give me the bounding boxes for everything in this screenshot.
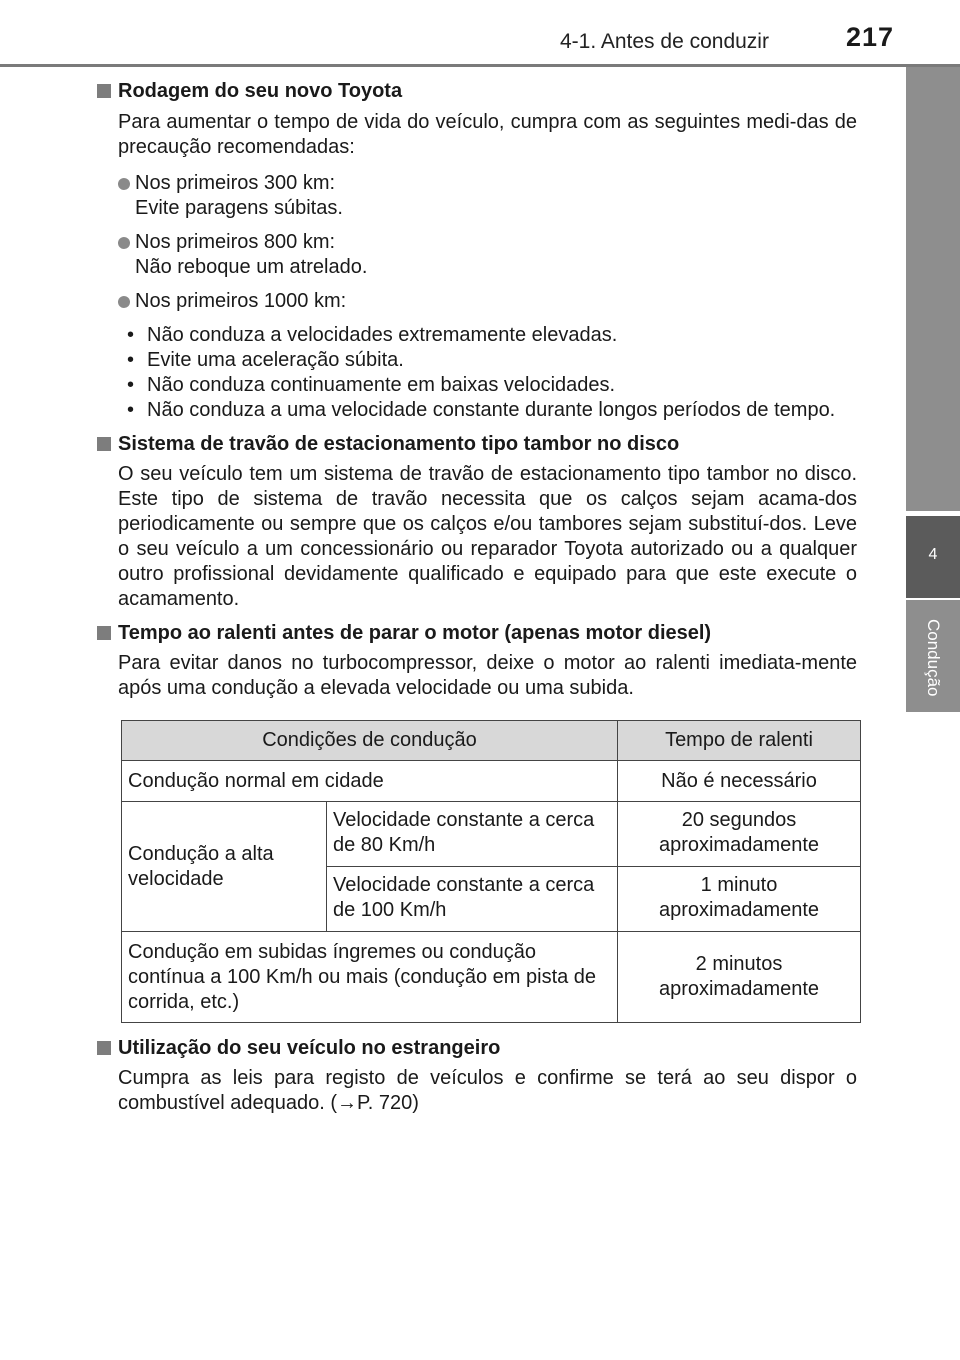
table-cell: Condução em subidas íngremes ou condução contínua a 100 Km/h ou mais (condução em pista de corrida, etc.) bbox=[122, 932, 618, 1023]
list-item-title: Nos primeiros 800 km: bbox=[135, 231, 336, 253]
idle-time-table bbox=[121, 720, 861, 1023]
square-bullet-icon bbox=[97, 84, 111, 98]
list-item bbox=[118, 230, 857, 280]
section-heading-break-in bbox=[97, 78, 857, 104]
page-number: 217 bbox=[846, 22, 895, 52]
table-row bbox=[122, 761, 861, 802]
table-header-row bbox=[122, 721, 861, 761]
section-heading-idle bbox=[97, 620, 857, 646]
section-heading-brake bbox=[97, 431, 857, 457]
section-title: Rodagem do seu novo Toyota bbox=[118, 80, 403, 102]
section-title: Tempo ao ralenti antes de parar o motor (apenas motor diesel) bbox=[118, 622, 712, 644]
chapter-label: Condução bbox=[924, 619, 943, 697]
table-cell: 2 minutos aproximadamente bbox=[618, 932, 861, 1023]
list-item-text: Evite paragens súbitas. bbox=[135, 197, 343, 219]
square-bullet-icon bbox=[97, 437, 111, 451]
table-cell: Velocidade constante a cerca de 100 Km/h bbox=[327, 867, 618, 932]
chapter-tab bbox=[906, 516, 960, 598]
table-row bbox=[122, 802, 861, 867]
column-header: Tempo de ralenti bbox=[618, 721, 861, 761]
list-item bbox=[118, 171, 857, 221]
table-cell: Condução a alta velocidade bbox=[122, 802, 327, 932]
section-text: Para aumentar o tempo de vida do veículo, cumpra com as seguintes medi-das de precaução recomendadas: bbox=[118, 111, 857, 158]
sub-list-item: • Não conduza a uma velocidade constante durante longos períodos de tempo. bbox=[127, 399, 836, 421]
section-header: 4-1. Antes de conduzir bbox=[560, 30, 769, 53]
header-rule bbox=[0, 64, 960, 67]
sub-list-text: Não conduza continuamente em baixas velocidades. bbox=[147, 374, 616, 396]
section-text: Para evitar danos no turbocompressor, deixe o motor ao ralenti imediata-mente após uma condução a elevada velocidade ou uma subida. bbox=[118, 652, 857, 699]
column-header: Condições de condução bbox=[122, 721, 618, 761]
sub-list-text: Evite uma aceleração súbita. bbox=[147, 349, 404, 371]
circle-bullet-icon bbox=[118, 178, 130, 190]
list-item bbox=[118, 289, 857, 314]
table-cell: Não é necessário bbox=[618, 761, 861, 802]
circle-bullet-icon bbox=[118, 237, 130, 249]
square-bullet-icon bbox=[97, 626, 111, 640]
list-item-text: Não reboque um atrelado. bbox=[135, 256, 368, 278]
table-cell: Condução normal em cidade bbox=[122, 761, 618, 802]
sub-list-item: • Não conduza a velocidades extremamente elevadas. bbox=[127, 324, 618, 346]
sub-list-item: • Não conduza continuamente em baixas velocidades. bbox=[127, 374, 616, 396]
table-cell: 20 segundos aproximadamente bbox=[618, 802, 861, 867]
chapter-number: 4 bbox=[928, 546, 938, 563]
table-row bbox=[122, 932, 861, 1023]
section-heading-abroad bbox=[97, 1035, 857, 1061]
section-text: Cumpra as leis para registo de veículos e confirme se terá ao seu dispor o combustível adequado. (→P. 720) bbox=[118, 1067, 857, 1114]
section-title: Utilização do seu veículo no estrangeiro bbox=[118, 1037, 501, 1059]
table-cell: Velocidade constante a cerca de 80 Km/h bbox=[327, 802, 618, 867]
page-content bbox=[97, 78, 857, 1116]
sub-list bbox=[97, 323, 857, 423]
sub-list-item: • Evite uma aceleração súbita. bbox=[127, 349, 404, 371]
sub-list-text: Não conduza a velocidades extremamente elevadas. bbox=[147, 324, 618, 346]
section-text: O seu veículo tem um sistema de travão de estacionamento tipo tambor no disco. Este tipo de sistema de travão necessita que os calços sejam acama-dos periodicamente ou sempre que os calços e/ou tambores sejam substituí-dos. Leve o seu veículo a um concessionário ou reparador Toyota autorizado ou a qualquer outro profissional devidamente qualificado e equipado para que este execute o acamamento. bbox=[118, 463, 857, 610]
sub-list-text: Não conduza a uma velocidade constante durante longos períodos de tempo. bbox=[147, 399, 836, 421]
list-item-title: Nos primeiros 300 km: bbox=[135, 172, 336, 194]
list-item-title: Nos primeiros 1000 km: bbox=[135, 290, 347, 312]
square-bullet-icon bbox=[97, 1041, 111, 1055]
section-title: Sistema de travão de estacionamento tipo tambor no disco bbox=[118, 433, 680, 455]
side-bar-top bbox=[906, 67, 960, 511]
table-cell: 1 minuto aproximadamente bbox=[618, 867, 861, 932]
circle-bullet-icon bbox=[118, 296, 130, 308]
